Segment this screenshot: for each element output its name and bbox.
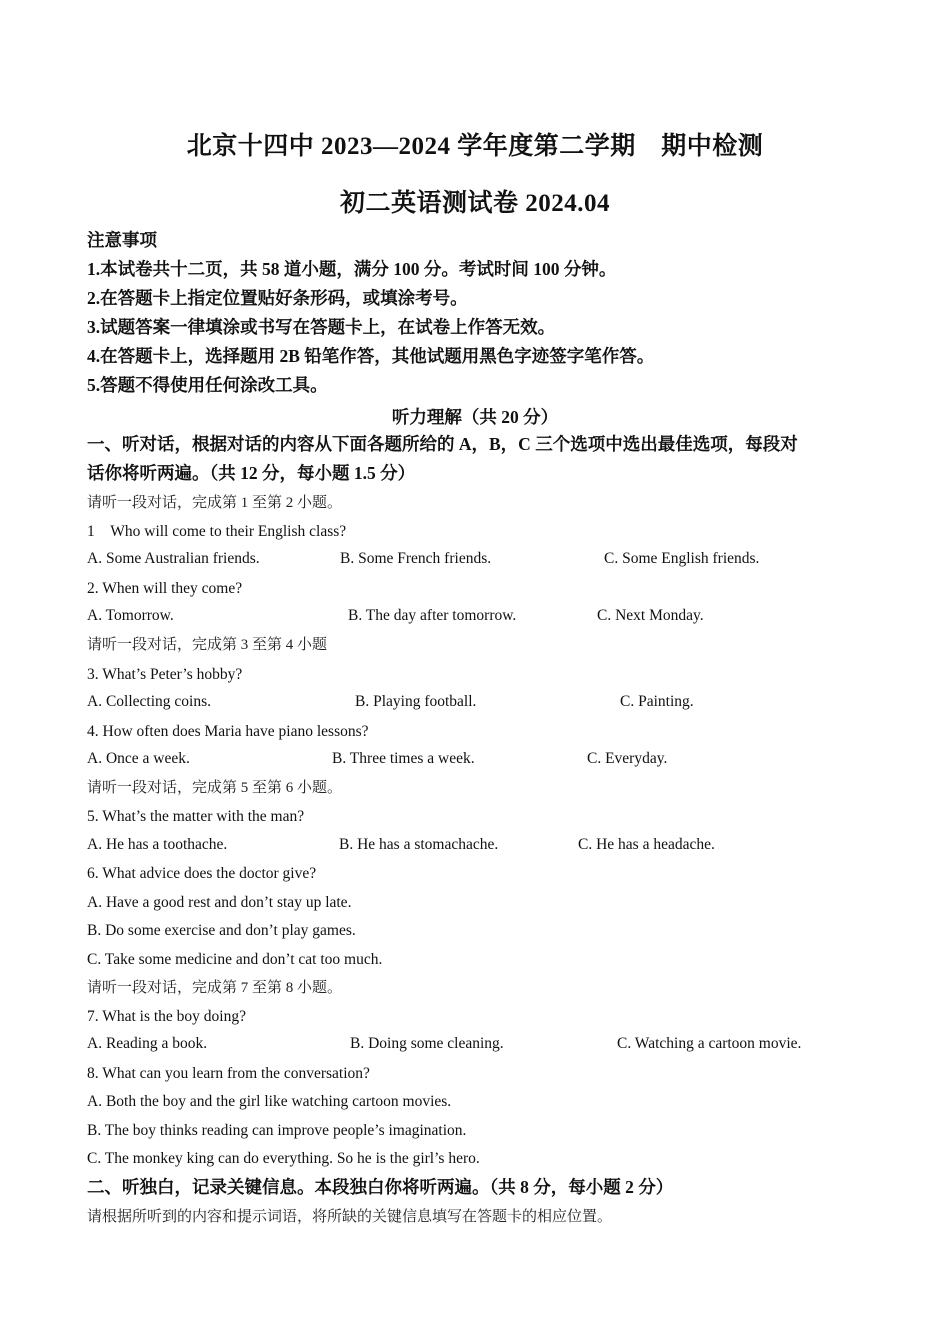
note-item: 1.本试卷共十二页，共 58 道小题，满分 100 分。考试时间 100 分钟。 xyxy=(87,259,617,279)
q4-option-c: C. Everyday. xyxy=(587,750,668,767)
q4-option-a: A. Once a week. xyxy=(87,750,190,767)
q2-option-b: B. The day after tomorrow. xyxy=(348,607,517,624)
q1-option-a: A. Some Australian friends. xyxy=(87,550,260,567)
q8-option-a: A. Both the boy and the girl like watching cartoon movies. xyxy=(87,1093,452,1110)
exam-title: 北京十四中 2023—2024 学年度第二学期 期中检测 xyxy=(186,133,764,160)
q5-option-a: A. He has a toothache. xyxy=(87,836,228,853)
part1-heading-cont: 话你将听两遍。（共 12 分，每小题 1.5 分） xyxy=(87,463,416,483)
q6-option-b: B. Do some exercise and don’t play games. xyxy=(87,922,356,939)
question-2: 2. When will they come? xyxy=(87,580,243,597)
note-item: 3.试题答案一律填涂或书写在答题卡上，在试卷上作答无效。 xyxy=(87,317,556,337)
section-title: 听力理解（共 20 分） xyxy=(391,407,559,427)
q5-option-b: B. He has a stomachache. xyxy=(339,836,499,853)
question-7: 7. What is the boy doing? xyxy=(87,1008,246,1025)
q8-option-b: B. The boy thinks reading can improve people’s imagination. xyxy=(87,1122,467,1139)
notes-heading: 注意事项 xyxy=(87,230,157,250)
dialogue-instruction: 请听一段对话，完成第 3 至第 4 小题 xyxy=(87,637,328,653)
q3-option-a: A. Collecting coins. xyxy=(87,693,211,710)
part2-instruction: 请根据所听到的内容和提示词语，将所缺的关键信息填写在答题卡的相应位置。 xyxy=(87,1209,613,1225)
q5-option-c: C. He has a headache. xyxy=(578,836,715,853)
q3-option-c: C. Painting. xyxy=(620,693,694,710)
question-8: 8. What can you learn from the conversation? xyxy=(87,1065,370,1082)
q8-option-c: C. The monkey king can do everything. So he is the girl’s hero. xyxy=(87,1150,480,1167)
question-1: 1 Who will come to their English class? xyxy=(87,523,347,540)
question-4: 4. How often does Maria have piano lessons? xyxy=(87,723,369,740)
note-item: 4.在答题卡上，选择题用 2B 铅笔作答，其他试题用黑色字迹签字笔作答。 xyxy=(87,346,655,366)
q6-option-a: A. Have a good rest and don’t stay up late. xyxy=(87,894,352,911)
exam-subtitle: 初二英语测试卷 2024.04 xyxy=(339,190,610,217)
question-6: 6. What advice does the doctor give? xyxy=(87,865,317,882)
q7-option-a: A. Reading a book. xyxy=(87,1035,208,1052)
q1-option-c: C. Some English friends. xyxy=(604,550,760,567)
dialogue-instruction: 请听一段对话，完成第 1 至第 2 小题。 xyxy=(87,495,343,511)
q2-option-c: C. Next Monday. xyxy=(597,607,704,624)
part1-heading: 一、听对话，根据对话的内容从下面各题所给的 A，B，C 三个选项中选出最佳选项，每段对 xyxy=(87,434,798,454)
q7-option-b: B. Doing some cleaning. xyxy=(350,1035,504,1052)
q6-option-c: C. Take some medicine and don’t cat too much. xyxy=(87,951,383,968)
dialogue-instruction: 请听一段对话，完成第 7 至第 8 小题。 xyxy=(87,980,343,996)
part2-heading: 二、听独白，记录关键信息。本段独白你将听两遍。（共 8 分，每小题 2 分） xyxy=(87,1177,674,1197)
question-3: 3. What’s Peter’s hobby? xyxy=(87,666,243,683)
q7-option-c: C. Watching a cartoon movie. xyxy=(617,1035,802,1052)
q3-option-b: B. Playing football. xyxy=(355,693,477,710)
note-item: 2.在答题卡上指定位置贴好条形码，或填涂考号。 xyxy=(87,288,468,308)
q4-option-b: B. Three times a week. xyxy=(332,750,475,767)
q1-option-b: B. Some French friends. xyxy=(340,550,492,567)
question-5: 5. What’s the matter with the man? xyxy=(87,808,305,825)
note-item: 5.答题不得使用任何涂改工具。 xyxy=(87,375,328,395)
q2-option-a: A. Tomorrow. xyxy=(87,607,174,624)
dialogue-instruction: 请听一段对话，完成第 5 至第 6 小题。 xyxy=(87,780,343,796)
